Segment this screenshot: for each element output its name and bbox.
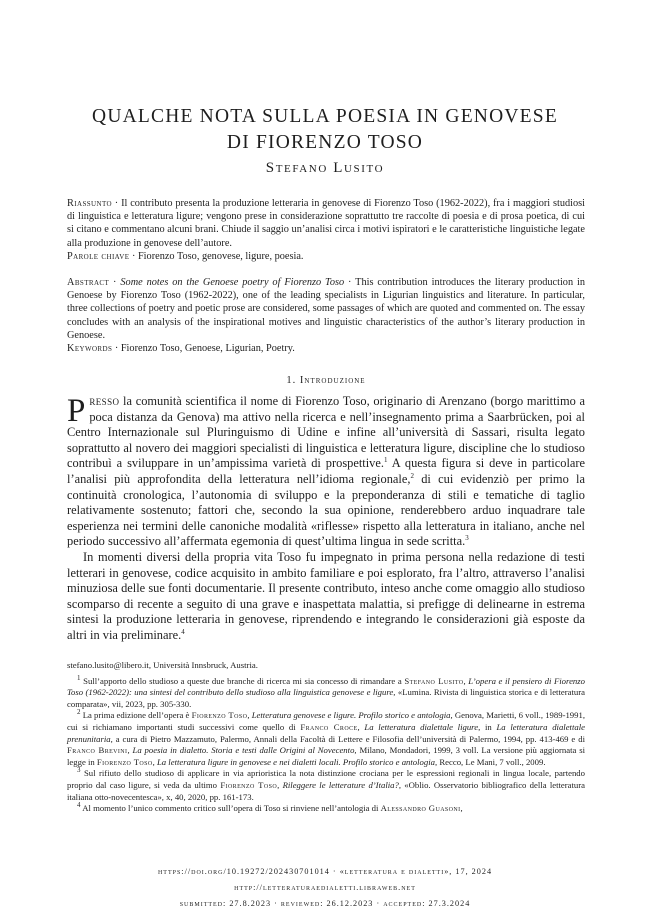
footnote-ref-1[interactable]: 1 [383,456,388,465]
footnote-4-rest: , [460,803,463,814]
footnote-2 [67,710,585,768]
paragraph-1 [67,394,585,550]
doi-line[interactable]: https://doi.org/10.19272/202430701014 · «letteratura e dialetti», 17, 2024 [157,867,493,876]
title-line-1: QUALCHE NOTA SULLA POESIA IN GENOVESE [92,106,558,127]
drop-cap: P [67,393,86,429]
footnote-2-text-2: , Genova, Marietti, 6 voll., 1989-1991, cui si richiamano importanti studi successivi come quello di [67,710,586,732]
footnote-3-author: Fiorenzo Toso [220,779,278,790]
paragraph-1-smallcaps: resso [89,394,120,408]
riassunto-text: Il contributo presenta la produzione letteraria in genovese di Fiorenzo Toso (1962-2022), fra i maggiori studiosi di linguistica e letteratura ligure; vengono prese in considerazione soprattutto tre raccolte di poesia e di prosa poetica, di cui si citano e commentano alcuni brani. Chiude il saggio un’analisi circa i motivi ispiratori e le caratteristiche linguistiche legate alla produzione in genovese dell’autore. [67,198,586,249]
footnote-4-number: 4 [77,801,81,810]
footnote-3-text: Sul rifiuto dello studioso di applicare in via aprioristica la nota distinzione crociana per le espressioni regionali in lingua locale, partendo proprio dal caso ligure, si veda da ultimo [67,768,585,790]
footnote-2-author-2: Franco Croce [300,721,358,732]
footnote-1-author: Stefano Lusito [404,675,464,686]
submission-dates: submitted: 27.8.2023 · reviewed: 26.12.2023 · accepted: 27.3.2024 [179,899,471,908]
title-line-2: DI FIORENZO TOSO [226,132,424,153]
footnote-4-author: Alessandro Guasoni [380,803,461,814]
footnote-3-rest: , «Oblio. Osservatorio bibliografico della letteratura italiana otto-novecentesca», x, 40, 2020, pp. 161-173. [67,779,586,802]
paragraph-1-text-b: A questa figura si deve in particolare l’analisi più approfondita della letteratura nell’idioma regionale, [67,456,586,486]
footnote-3-sep: , [277,779,283,790]
paragraph-1-text-a: la comunità scientifica il nome di Fiorenzo Toso, originario di Arenzano (borgo marittimo a poca distanza da Genova) ma attivo nella ricerca e nell’insegnamento prima a Saarbrücken, poi al Centro Internazionale sul Pluringuismo di Udine e infine all’università di Sassari, risulta legato soprattutto al novero dei maggiori specialisti di linguistica e letteratura ligure, discipline che lo studioso contribuì a sviluppare in un’ampissima varietà di prospettive. [67,394,585,471]
footnote-2-text-4: , Milano, Mondadori, 1999, 3 voll. La versione più aggiornata si legge in [67,745,586,767]
footnote-2-sep-3: , in [478,721,497,732]
parole-chiave-label: Parole chiave [67,250,130,262]
footnote-2-sep-4: , [127,745,133,756]
footnote-2-author-4: Fiorenzo Toso [96,756,153,767]
footnote-2-sep-1: , [247,710,252,721]
footnote-1 [67,673,585,711]
riassunto-label: Riassunto [67,198,112,209]
footnote-3 [67,768,585,803]
abstract-text: This contribution introduces the literary production in Genoese by Fiorenzo Toso (1962-2022), one of the leading specialists in Ligurian linguistics and literature. In particular, three collections of poetry and poetic prose are considered, some passages of which are quoted and commented on. The essay concludes with an analysis of the inspirational motives and linguistic characteristics of the author’s literary production in Genoese. [67,277,586,341]
footnote-2-rest: , Recco, Le Mani, 7 voll., 2009. [435,756,546,767]
riassunto-block: Riassunto · Il contributo presenta la produzione letteraria in genovese di Fiorenzo Toso (1962-2022), fra i maggiori studiosi di linguistica e letteratura ligure; vengono prese in considerazione soprattutto tre raccolte di poesia e di prosa poetica, di cui si citano e commentano alcuni brani. Chiude il saggio un’analisi circa i motivi ispiratori e le caratteristiche linguistiche legate alla produzione in genovese dell’autore. Parole chiave · Fiorenzo Toso, genovese, ligure, poesia. [67,198,586,262]
footnote-ref-2[interactable]: 2 [410,471,414,480]
paragraph-2-text: In momenti diversi della propria vita Toso fu impegnato in prima persona nella redazione di testi letterari in genovese, codice acquisito in ambito familiare e poi esplorato, fra l’altro, attraverso l’analisi minuziosa delle sue fonti documentarie. Il presente contributo, inteso anche come omaggio allo studioso scomparso di recente a seguito di una grave e inaspettata malattia, si prefigge di delinearne in estrema sintesi la produzione letteraria in genovese, riprendendo e integrando le considerazioni già esposte da altri in via preliminare. [67,549,585,642]
footnote-2-title-4: La poesia in dialetto. Storia e testi dalle Origini al Novecento [132,745,355,756]
footnotes [67,660,585,815]
paragraph-2 [67,550,585,644]
footnote-2-text: La prima edizione dell’opera è [82,710,192,721]
footnote-3-number: 3 [77,766,81,775]
abstract-block: Abstract · Some notes on the Genoese poetry of Fiorenzo Toso · This contribution introduces the literary production in Genoese by Fiorenzo Toso (1962-2022), one of the leading specialists in Ligurian linguistics and literature. In particular, three collections of poetry and poetic prose are considered, some passages of which are quoted and commented on. The essay concludes with an analysis of the inspirational motives and linguistic characteristics of the author’s literary production in Genoese. Keywords · Fiorenzo Toso, Genoese, Ligurian, Poetry. [67,277,586,355]
footnote-2-title-2: La letteratura dialettale ligure [364,721,479,732]
footnote-2-author-3: Franco Brevini [67,745,128,756]
footnote-2-author-1: Fiorenzo Toso [191,710,248,721]
body-text [67,394,585,644]
abstract-title: Some notes on the Genoese poetry of Fiorenzo Toso [120,277,345,288]
footnote-1-number: 1 [77,673,81,682]
footnote-2-number: 2 [77,708,81,717]
parole-chiave-text: Fiorenzo Toso, genovese, ligure, poesia. [137,250,304,262]
paragraph-1-text-c: di cui evidenziò per primo la continuità cronologica, l’autonomia di sviluppo e la preponderanza di stili e tematiche di taglio relativamente sostenuto; fattori che, secondo la sua opinione, renderebbero arduo inquadrare tale esperienza nei termini delle canoniche modalità «riflesse» rispetto alla letteratura in italiano, anche nel periodo successivo all’affermata egemonia di quest’ultima lingua in sede scritta. [67,471,586,549]
footnote-4 [67,803,585,815]
footnote-2-sep-2: , [357,721,365,732]
footnote-2-sep-5: , [152,756,157,767]
footnote-4-text: Al momento l’unico commento critico sull’opera di Toso si rinviene nell’antologia di [82,803,381,814]
keywords-label: Keywords [67,343,113,355]
footnote-2-title-5: La letteratura ligure in genovese e nei dialetti locali. Profilo storico e antologia [156,756,435,767]
author-name: Stefano Lusito [265,160,385,176]
footnote-ref-4[interactable]: 4 [181,627,185,636]
footnote-1-rest: , «Lumina. Rivista di linguistica storica e di letteratura comparata», vii, 2023, pp. 305-330. [67,687,585,709]
section-heading: 1. Introduzione [286,375,366,386]
footnote-3-title: Rileggere le letterature d’Italia? [282,779,399,790]
keywords-text: Fiorenzo Toso, Genoese, Ligurian, Poetry. [120,343,295,355]
abstract-label: Abstract [67,277,110,288]
footnote-1-text: Sull’apporto dello studioso a queste due branche di ricerca mi sia concesso di rimandare a [83,675,405,686]
footnote-1-title: L’opera e il pensiero di Fiorenzo Toso (1962-2022): una sintesi del contributo dello studioso alla linguistica genovese e ligure [67,675,585,698]
footnote-2-text-3: , a cura di Pietro Mazzamuto, Palermo, Annali della Facoltà di Lettere e Filosofia dell’università di Palermo, 1994, pp. 413-469 e di [110,733,585,744]
journal-url[interactable]: http://letteraturaedialetti.libraweb.net [234,883,416,892]
footnote-2-title-1: Letteratura genovese e ligure. Profilo storico e antologia [251,710,451,721]
footnote-ref-3[interactable]: 3 [465,534,469,543]
footnote-1-sep: , [463,675,469,686]
contact-note: stefano.lusito@libero.it, Università Innsbruck, Austria. [67,660,258,670]
footnote-2-title-3: La letteratura dialettale prenunitaria [67,721,586,744]
article-title [60,104,590,156]
